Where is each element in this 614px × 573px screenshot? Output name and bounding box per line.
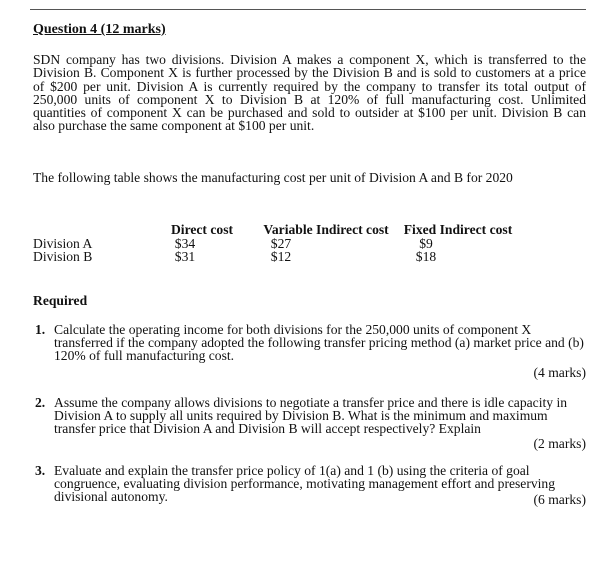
item-text: Assume the company allows divisions to negotiate a transfer price and there is idle capacity in Division A to supply all units required by Division B. What is the minimum and maximum transfer price that Division A and Division B will accept respectively? Explain — [54, 395, 568, 437]
item-3-marks: (6 marks) — [533, 492, 586, 507]
division-a-direct-cost: $34 — [174, 236, 196, 251]
item-2-marks: (2 marks) — [533, 436, 586, 451]
item-text: Calculate the operating income for both divisions for the 250,000 units of component X transferred if the company adopted the following transfer pricing method (a) market price and (b) 120% of full manufacturing cost. — [54, 322, 584, 364]
required-heading: Required — [33, 293, 88, 308]
division-b-fixed-cost: $18 — [415, 249, 437, 264]
item-1-marks: (4 marks) — [533, 365, 586, 380]
required-item-3 — [33, 464, 563, 504]
question-title: Question 4 (12 marks) — [33, 22, 166, 37]
division-b-variable-cost: $12 — [270, 249, 292, 264]
division-a-variable-cost: $27 — [270, 236, 292, 251]
header-fixed-indirect-cost: Fixed Indirect cost — [403, 222, 513, 237]
row-label-division-b: Division B — [33, 249, 93, 264]
item-number: 2. — [35, 395, 46, 410]
required-item-1 — [33, 323, 586, 363]
header-direct-cost: Direct cost — [170, 222, 234, 237]
header-variable-indirect-cost: Variable Indirect cost — [263, 222, 389, 237]
question-intro-paragraph: SDN company has two divisions. Division A makes a component X, which is transferred to the Division B. Component X is further processed by the Division B and is sold to customers at a price of $200 per unit. Division A is currently required by the company to transfer its total output of 250,000 units of component X to Division B at 120% of full manufacturing cost. Unlimited quantities of component X can be purchased and sold to outsider at $100 per unit. Division B can also purchase the same component at $100 per unit. — [33, 52, 586, 134]
item-number: 1. — [35, 322, 46, 337]
item-number: 3. — [35, 463, 46, 478]
top-divider — [30, 9, 586, 10]
division-b-direct-cost: $31 — [174, 249, 196, 264]
required-item-2 — [33, 396, 586, 436]
row-label-division-a: Division A — [33, 236, 93, 251]
division-a-fixed-cost: $9 — [419, 236, 433, 251]
cost-table — [33, 223, 533, 268]
item-text: Evaluate and explain the transfer price policy of 1(a) and 1 (b) using the criteria of goal congruence, evaluating division performance, motivating management effort and preserving divisional autonomy. — [54, 463, 556, 505]
table-caption: The following table shows the manufacturing cost per unit of Division A and B for 2020 — [33, 170, 513, 185]
